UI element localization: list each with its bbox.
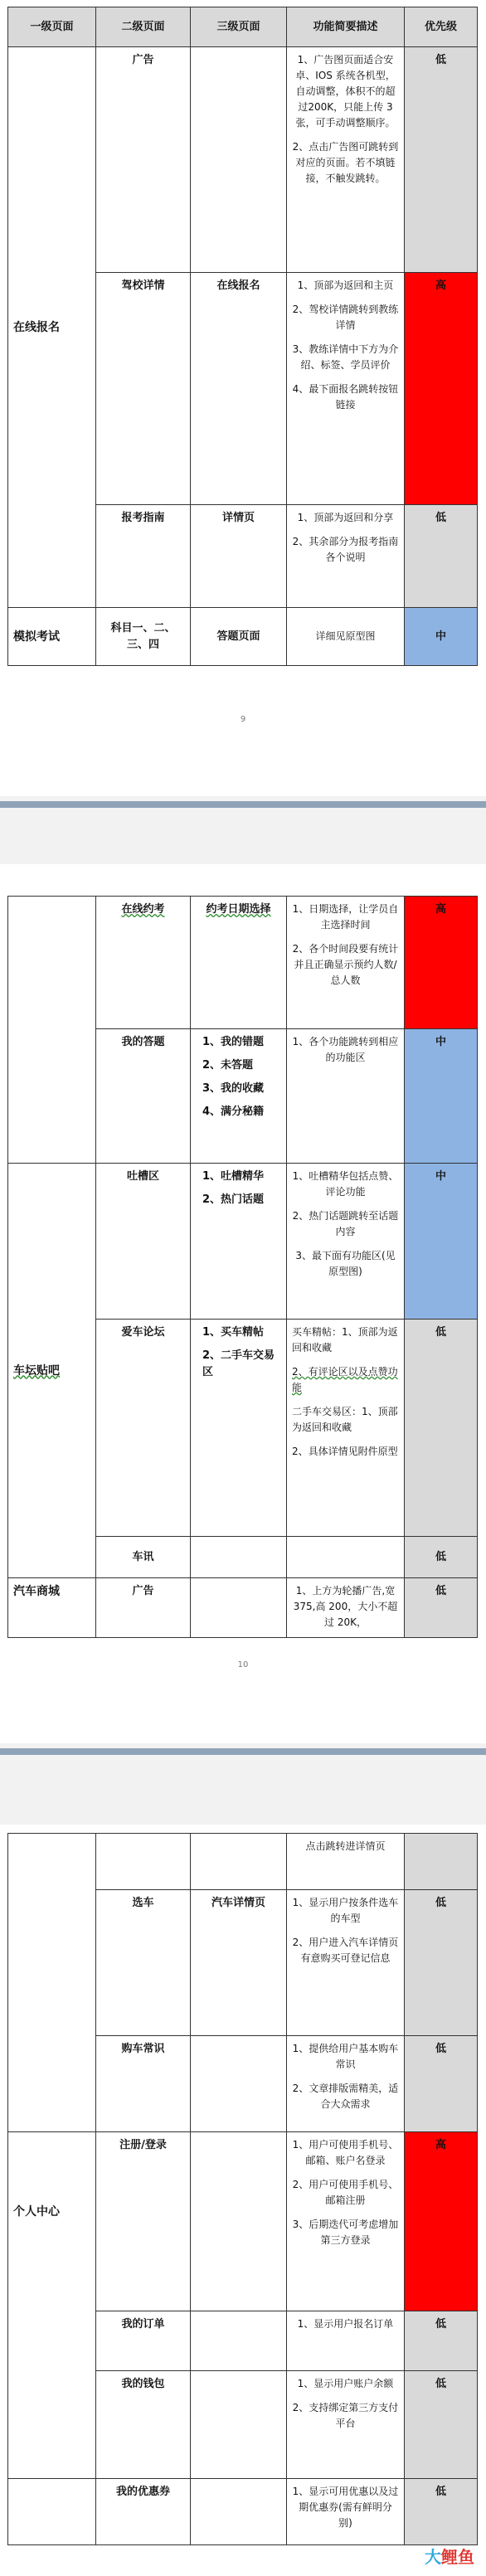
watermark-text-a: 大 bbox=[425, 2547, 441, 2567]
level3-cell: 汽车详情页 bbox=[191, 1890, 287, 2036]
priority-cell: 低 bbox=[405, 2311, 478, 2371]
description-line: 2、具体详情见附件原型 bbox=[292, 1446, 398, 1457]
page-separator-bar bbox=[0, 1748, 486, 1755]
description-line: 2、驾校详情跳转到教练详情 bbox=[292, 304, 399, 331]
level2-cell bbox=[96, 897, 191, 1029]
description-line bbox=[292, 1364, 399, 1396]
level3-item: 4、满分秘籍 bbox=[202, 1106, 265, 1118]
level3-cell bbox=[191, 2311, 287, 2371]
level1-cell: 汽车商城 bbox=[8, 1578, 96, 1638]
level2-label: 在线约考 bbox=[121, 903, 165, 916]
level3-item: 1、吐槽精华 bbox=[202, 1170, 265, 1183]
page-separator-bar bbox=[0, 801, 486, 808]
description-cell bbox=[287, 2311, 405, 2371]
level1-cell bbox=[8, 1164, 96, 1578]
level3-cell bbox=[191, 2479, 287, 2545]
level3-cell bbox=[191, 2132, 287, 2311]
description-line: 1、上方为轮播广告,宽 375,高 200，大小不超过 20K， bbox=[293, 1585, 398, 1628]
table-row bbox=[8, 2479, 478, 2545]
description-line: 1、提供给用户基本购车常识 bbox=[292, 2043, 399, 2070]
level2-cell: 注册/登录 bbox=[96, 2132, 191, 2311]
table-row bbox=[8, 608, 478, 666]
priority-cell: 中 bbox=[405, 1029, 478, 1164]
priority-cell: 低 bbox=[405, 1578, 478, 1638]
description-line: 1、用户可使用手机号、邮箱、账户名登录 bbox=[292, 2139, 399, 2166]
priority-cell bbox=[405, 1834, 478, 1890]
level2-cell: 广告 bbox=[96, 47, 191, 273]
level1-cell bbox=[8, 1834, 96, 2132]
level2-cell: 购车常识 bbox=[96, 2036, 191, 2132]
level3-cell bbox=[191, 1164, 287, 1320]
page-separator bbox=[0, 1743, 486, 1825]
description-line: 4、最下面报名跳转按钮链接 bbox=[292, 383, 399, 411]
priority-cell: 低 bbox=[405, 1320, 478, 1537]
header-level2: 二级页面 bbox=[96, 7, 191, 47]
level3-item: 2、未答题 bbox=[202, 1059, 254, 1072]
priority-cell: 中 bbox=[405, 608, 478, 666]
level2-cell: 我的订单 bbox=[96, 2311, 191, 2371]
level3-item: 1、我的错题 bbox=[202, 1036, 265, 1048]
description-text: 2、有评论区以及点赞功能 bbox=[292, 1366, 398, 1393]
table-row bbox=[8, 897, 478, 1029]
priority-cell: 高 bbox=[405, 897, 478, 1029]
description-cell bbox=[287, 2371, 405, 2479]
level3-cell bbox=[191, 1537, 287, 1578]
header-description: 功能简要描述 bbox=[287, 7, 405, 47]
requirements-table-page-3 bbox=[7, 1833, 478, 2545]
description-line: 1、显示用户账户余额 bbox=[297, 2378, 394, 2389]
level3-cell: 详情页 bbox=[191, 505, 287, 608]
priority-cell: 低 bbox=[405, 2371, 478, 2479]
description-line: 2、用户可使用手机号、邮箱注册 bbox=[292, 2179, 399, 2206]
description-cell bbox=[287, 505, 405, 608]
level2-cell: 我的优惠券 bbox=[96, 2479, 191, 2545]
level2-cell: 科目一、二、三、四 bbox=[96, 608, 191, 666]
description-line: 3、最下面有功能区(见原型图) bbox=[295, 1250, 396, 1277]
table-row bbox=[8, 1834, 478, 1890]
description-cell bbox=[287, 608, 405, 666]
description-line: 买车精帖：1、顶部为返回和收藏 bbox=[292, 1326, 398, 1354]
level3-cell bbox=[191, 47, 287, 273]
description-cell bbox=[287, 1164, 405, 1320]
header-priority: 优先级 bbox=[405, 7, 478, 47]
priority-cell: 低 bbox=[405, 47, 478, 273]
level2-cell: 我的答题 bbox=[96, 1029, 191, 1164]
priority-cell: 低 bbox=[405, 2479, 478, 2545]
level2-cell: 驾校详情 bbox=[96, 273, 191, 505]
description-line: 2、各个时间段要有统计并且正确显示预约人数/总人数 bbox=[292, 943, 399, 986]
description-cell bbox=[287, 1320, 405, 1537]
description-cell bbox=[287, 47, 405, 273]
description-line: 1、顶部为返回和分享 bbox=[297, 512, 394, 523]
priority-cell: 高 bbox=[405, 2132, 478, 2311]
level2-cell bbox=[96, 1834, 191, 1890]
description-line: 1、顶部为返回和主页 bbox=[297, 279, 394, 291]
level2-cell: 选车 bbox=[96, 1890, 191, 2036]
priority-cell: 低 bbox=[405, 1890, 478, 2036]
description-line: 1、广告图页面适合安卓、IOS 系统各机型，自动调整，体积不的超过200K，只能上传 3 张，可手动调整顺序。 bbox=[295, 54, 396, 129]
priority-cell: 低 bbox=[405, 2036, 478, 2132]
requirements-table-page-1 bbox=[7, 7, 478, 666]
level3-item: 1、买车精帖 bbox=[202, 1326, 265, 1339]
watermark-logo bbox=[425, 2544, 474, 2568]
description-cell bbox=[287, 2479, 405, 2545]
table-row bbox=[8, 47, 478, 273]
description-line: 二手车交易区：1、顶部为返回和收藏 bbox=[292, 1406, 398, 1433]
requirements-table-page-2 bbox=[7, 896, 478, 1638]
level1-cell bbox=[8, 897, 96, 1164]
level1-cell: 模拟考试 bbox=[8, 608, 96, 666]
level2-cell: 报考指南 bbox=[96, 505, 191, 608]
page-number: 10 bbox=[237, 1660, 249, 1670]
description-line: 1、显示用户报名订单 bbox=[297, 2318, 394, 2330]
level3-cell bbox=[191, 2036, 287, 2132]
level3-item: 3、我的收藏 bbox=[202, 1082, 265, 1095]
level1-cell: 个人中心 bbox=[8, 2132, 96, 2479]
description-line: 2、支持绑定第三方支付平台 bbox=[292, 2402, 399, 2429]
description-cell bbox=[287, 273, 405, 505]
level3-cell bbox=[191, 897, 287, 1029]
level3-cell: 答题页面 bbox=[191, 608, 287, 666]
table-row bbox=[8, 1578, 478, 1638]
description-line: 2、其余部分为报考指南各个说明 bbox=[292, 536, 399, 563]
table-row bbox=[8, 2132, 478, 2311]
description-line: 3、教练详情中下方为介绍、标签、学员评价 bbox=[292, 343, 399, 371]
level3-cell bbox=[191, 2371, 287, 2479]
level3-cell bbox=[191, 1578, 287, 1638]
level1-cell: 在线报名 bbox=[8, 47, 96, 608]
description-cell bbox=[287, 2132, 405, 2311]
description-line: 1、显示可用优惠以及过期优惠券(需有鲜明分别) bbox=[292, 2486, 399, 2529]
level3-cell bbox=[191, 1834, 287, 1890]
description-line: 详细见原型图 bbox=[315, 630, 376, 642]
page-number: 9 bbox=[240, 715, 246, 724]
description-line: 1、各个功能跳转到相应的功能区 bbox=[292, 1036, 399, 1063]
level3-label: 约考日期选择 bbox=[206, 903, 271, 916]
description-cell bbox=[287, 1578, 405, 1638]
level2-cell: 爱车论坛 bbox=[96, 1320, 191, 1537]
watermark-text-b: 鲤鱼 bbox=[441, 2547, 474, 2567]
description-cell bbox=[287, 1029, 405, 1164]
description-line: 1、显示用户按条件选车的车型 bbox=[292, 1897, 399, 1924]
description-line: 3、后期迭代可考虑增加第三方登录 bbox=[292, 2219, 399, 2246]
level1-cell bbox=[8, 2479, 96, 2545]
table-row bbox=[8, 1164, 478, 1320]
header-level3: 三级页面 bbox=[191, 7, 287, 47]
priority-cell: 低 bbox=[405, 505, 478, 608]
description-line: 1、吐槽精华包括点赞、评论功能 bbox=[292, 1170, 399, 1198]
level1-label: 车坛贴吧 bbox=[13, 1363, 60, 1378]
description-cell bbox=[287, 1834, 405, 1890]
level3-item: 2、二手车交易区 bbox=[202, 1349, 275, 1378]
description-line: 1、日期选择，让学员自主选择时间 bbox=[292, 903, 399, 931]
description-cell bbox=[287, 1890, 405, 2036]
level2-cell: 车讯 bbox=[96, 1537, 191, 1578]
priority-cell: 高 bbox=[405, 273, 478, 505]
priority-cell: 低 bbox=[405, 1537, 478, 1578]
priority-cell: 中 bbox=[405, 1164, 478, 1320]
description-line: 2、点击广告图可跳转到对应的页面。若不填链接，不触发跳转。 bbox=[292, 141, 399, 184]
level3-cell bbox=[191, 1320, 287, 1537]
description-line: 2、热门话题跳转至话题内容 bbox=[292, 1210, 399, 1237]
level3-cell: 在线报名 bbox=[191, 273, 287, 505]
level2-cell: 吐槽区 bbox=[96, 1164, 191, 1320]
level3-cell bbox=[191, 1029, 287, 1164]
description-line: 2、文章排版需精美，适合大众需求 bbox=[292, 2083, 399, 2110]
description-cell bbox=[287, 897, 405, 1029]
description-cell bbox=[287, 2036, 405, 2132]
level3-item: 2、热门话题 bbox=[202, 1193, 265, 1206]
header-level1: 一级页面 bbox=[8, 7, 96, 47]
description-line: 2、用户进入汽车详情页有意购买可登记信息 bbox=[292, 1937, 399, 1964]
description-cell bbox=[287, 1537, 405, 1578]
level2-cell: 我的钱包 bbox=[96, 2371, 191, 2479]
level2-cell: 广告 bbox=[96, 1578, 191, 1638]
description-line: 点击跳转进详情页 bbox=[305, 1840, 386, 1852]
table-header-row bbox=[8, 7, 478, 47]
